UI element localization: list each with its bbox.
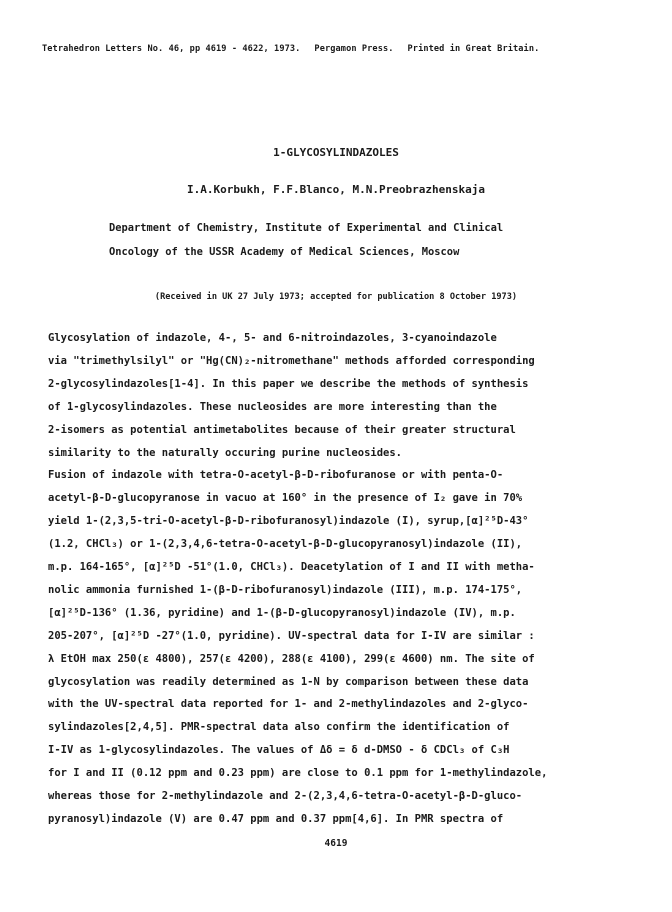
body-line: 2-isomers as potential antimetabolites because of their greater structural bbox=[48, 423, 516, 436]
body-line: sylindazoles[2,4,5]. PMR-spectral data also confirm the identification of bbox=[48, 721, 510, 734]
body-line: pyranosyl)indazole (V) are 0.47 ppm and 0.37 ppm[4,6]. In PMR spectra of bbox=[48, 812, 504, 825]
body-line: yield 1-(2,3,5-tri-O-acetyl-β-D-ribofuranosyl)indazole (I), syrup,[α]²⁵D-43° bbox=[48, 515, 529, 528]
body-line: similarity to the naturally occuring purine nucleosides. bbox=[48, 446, 403, 459]
body-line: nolic ammonia furnished 1-(β-D-ribofuranosyl)indazole (III), m.p. 174-175°, bbox=[48, 583, 523, 596]
body-line: 2-glycosylindazoles[1-4]. In this paper we describe the methods of synthesis bbox=[48, 377, 529, 390]
body-line: (1.2, CHCl₃) or 1-(2,3,4,6-tetra-O-acetyl-β-D-glucopyranosyl)indazole (II), bbox=[48, 538, 523, 551]
body-line: glycosylation was readily determined as 1-N by comparison between these data bbox=[48, 675, 529, 688]
affiliation-line-1: Department of Chemistry, Institute of Experimental and Clinical bbox=[109, 222, 504, 234]
body-line: of 1-glycosylindazoles. These nucleosides are more interesting than the bbox=[48, 400, 497, 413]
body-line: whereas those for 2-methylindazole and 2-(2,3,4,6-tetra-O-acetyl-β-D-gluco- bbox=[48, 790, 523, 802]
body-line: Fusion of indazole with tetra-O-acetyl-β-D-ribofuranose or with penta-O- bbox=[48, 469, 504, 482]
body-line: for I and II (0.12 ppm and 0.23 ppm) are close to 0.1 ppm for 1-methylindazole, bbox=[48, 767, 548, 780]
body-line: m.p. 164-165°, [α]²⁵D -51°(1.0, CHCl₃). Deacetylation of I and II with metha- bbox=[48, 561, 535, 573]
body-line: 205-207°, [α]²⁵D -27°(1.0, pyridine). UV-spectral data for I-IV are similar : bbox=[48, 629, 535, 642]
publisher: Pergamon Press. bbox=[314, 44, 394, 54]
affiliation-line-2: Oncology of the USSR Academy of Medical Sciences, Moscow bbox=[109, 246, 460, 258]
body-line: I-IV as 1-glycosylindazoles. The values of Δδ = δ d-DMSO - δ CDCl₃ of C₃H bbox=[48, 744, 510, 757]
running-header bbox=[42, 44, 539, 54]
body-line: acetyl-β-D-glucopyranose in vacuo at 160° in the presence of I₂ gave in 70% bbox=[48, 492, 523, 505]
printed-in: Printed in Great Britain. bbox=[407, 44, 540, 54]
author-list: I.A.Korbukh, F.F.Blanco, M.N.Preobrazhenskaja bbox=[186, 183, 485, 196]
body-line: with the UV-spectral data reported for 1- and 2-methylindazoles and 2-glyco- bbox=[48, 698, 529, 711]
body-line: [α]²⁵D-136° (1.36, pyridine) and 1-(β-D-glucopyranosyl)indazole (IV), m.p. bbox=[48, 606, 516, 619]
body-line: λ EtOH max 250(ε 4800), 257(ε 4200), 288(ε 4100), 299(ε 4600) nm. The site of bbox=[48, 652, 535, 665]
article-title: 1-GLYCOSYLINDAZOLES bbox=[273, 146, 399, 159]
received-dates: (Received in UK 27 July 1973; accepted for publication 8 October 1973) bbox=[154, 292, 518, 302]
body-line: via "trimethylsilyl" or "Hg(CN)₂-nitromethane" methods afforded corresponding bbox=[48, 354, 535, 367]
journal-citation: Tetrahedron Letters No. 46, pp 4619 - 4622, 1973. bbox=[42, 44, 301, 54]
page-number: 4619 bbox=[324, 838, 348, 849]
body-line: Glycosylation of indazole, 4-, 5- and 6-nitroindazoles, 3-cyanoindazole bbox=[48, 332, 497, 344]
